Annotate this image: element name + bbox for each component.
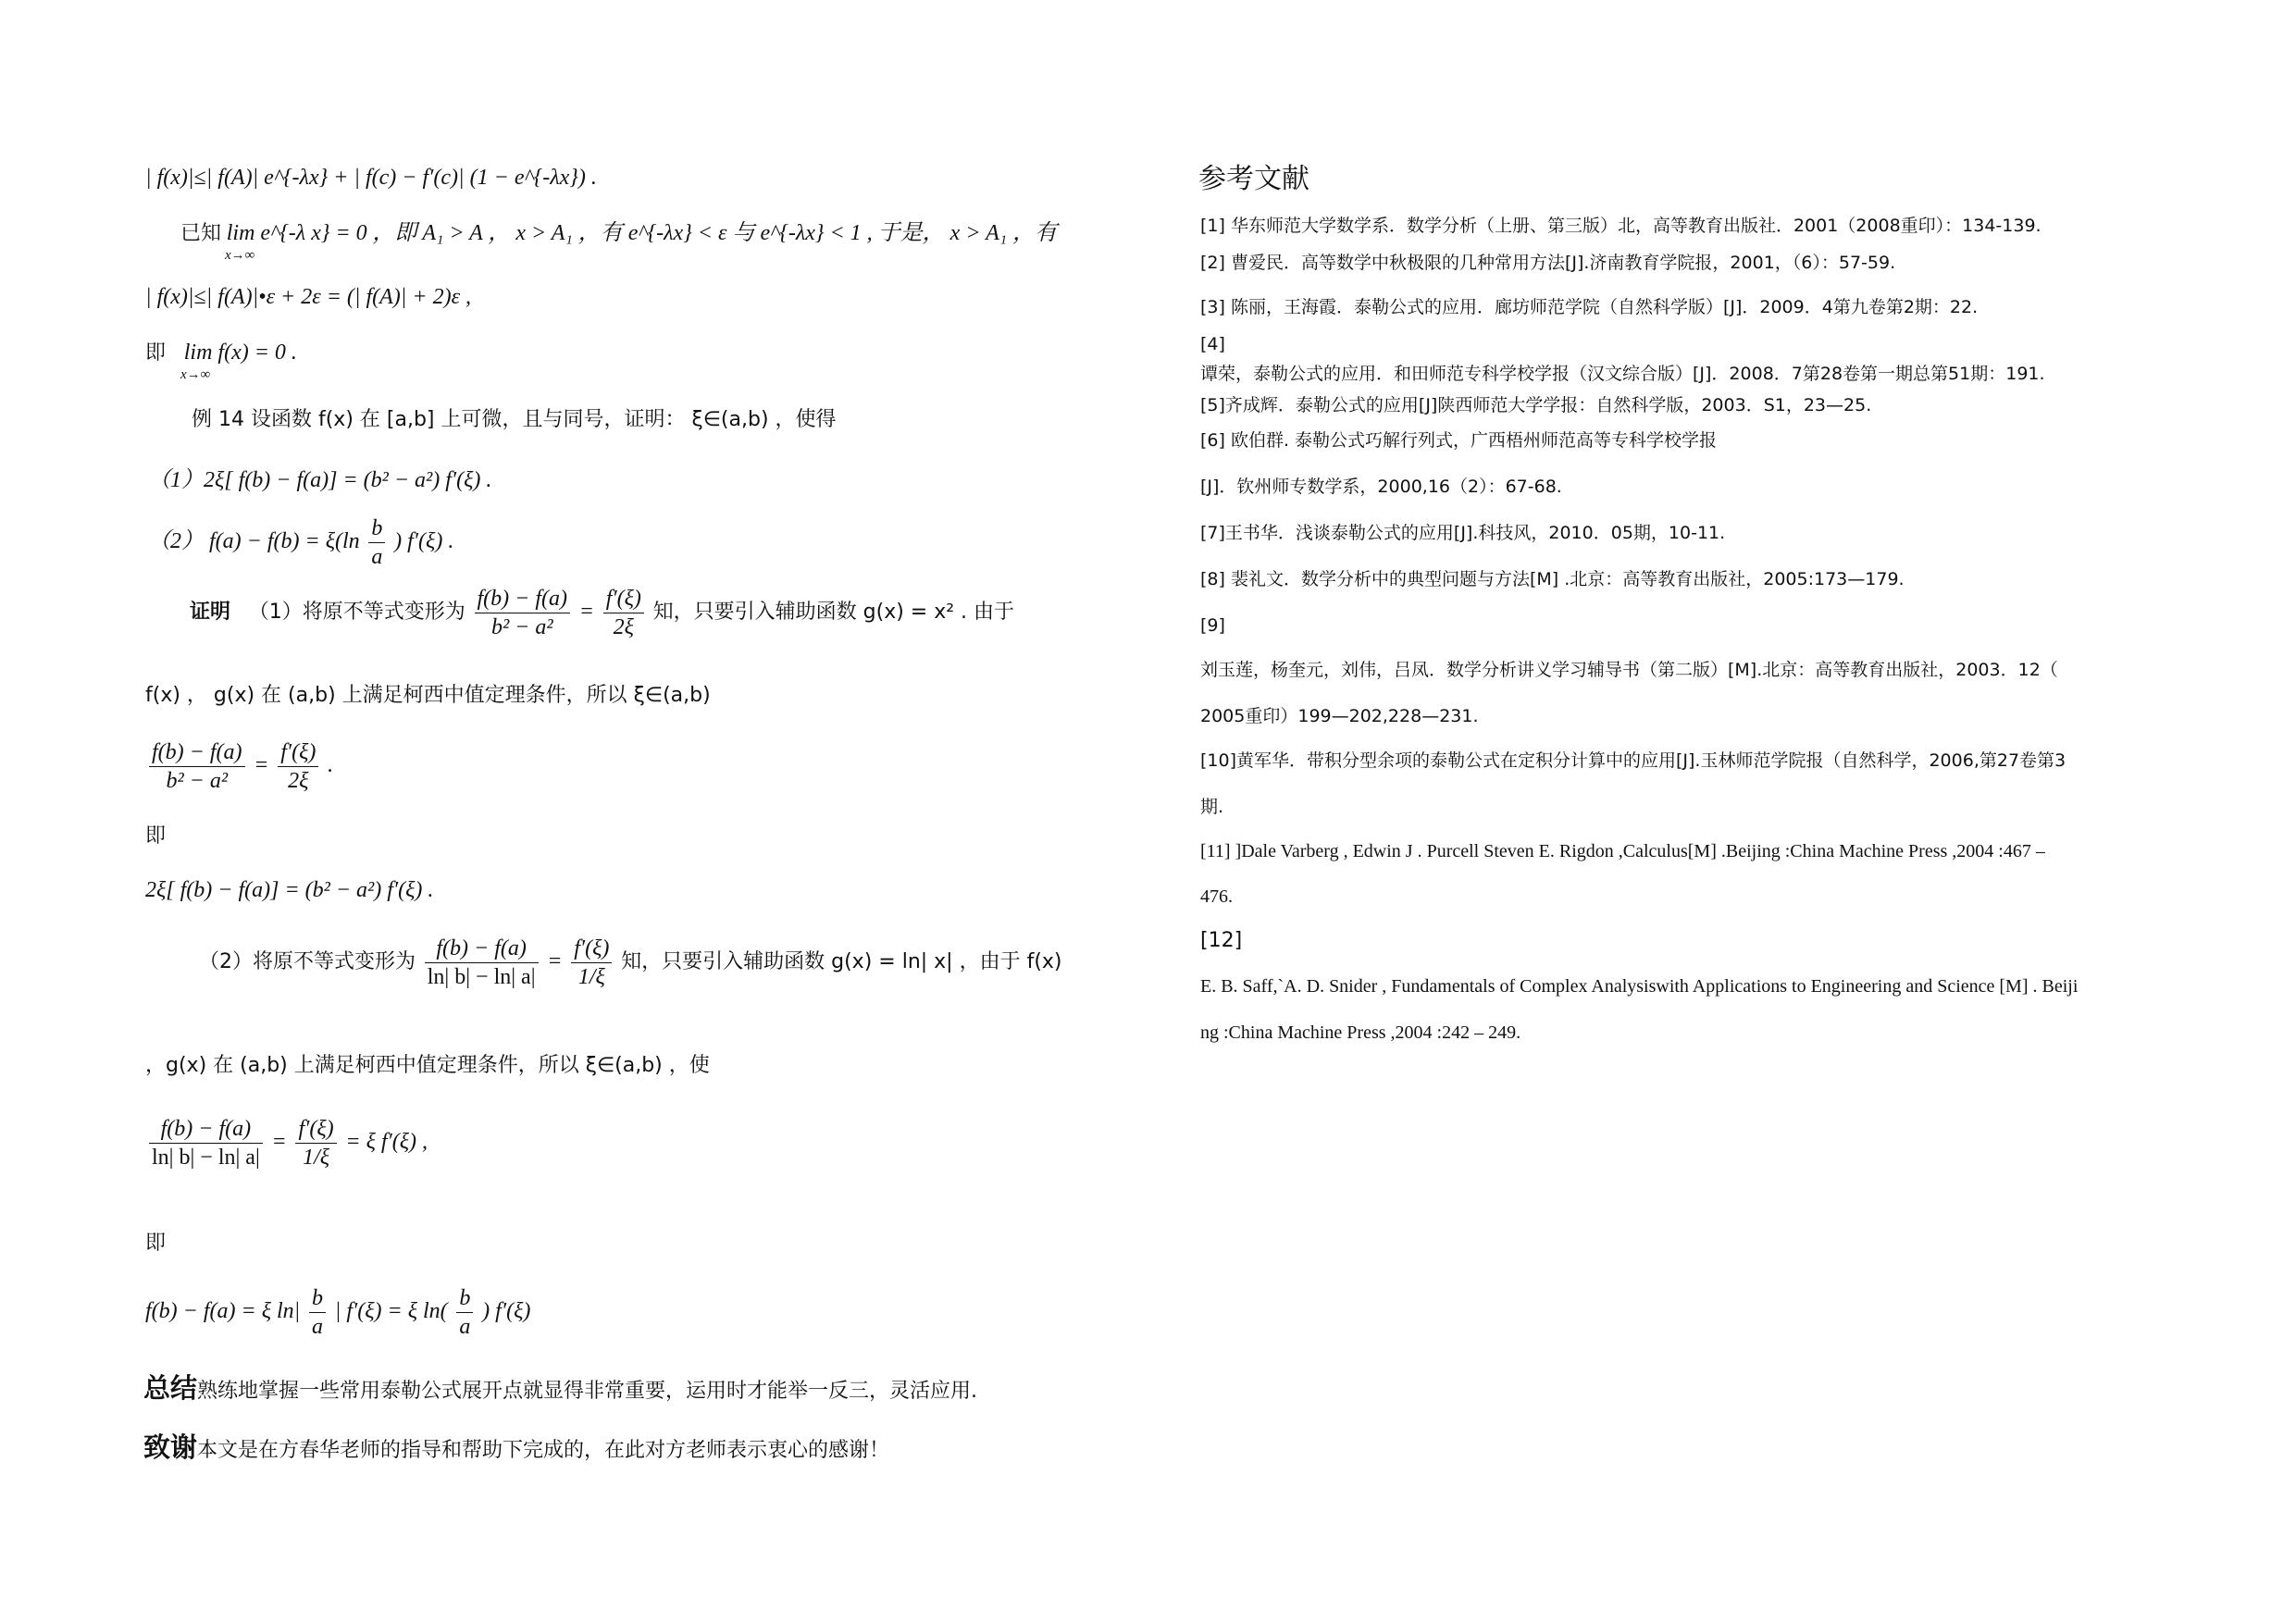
equation-2-suffix: ) f′(ξ) <box>482 1298 531 1323</box>
inequality-line-2: | f(x)|≤| f(A)|•ε + 2ε = (| f(A)| + 2)ε , <box>145 285 472 309</box>
limit-zero-expression: lim f(x) = 0 . <box>183 341 297 365</box>
result-1-fraction-left-numerator: f(b) − f(a) <box>149 738 245 767</box>
cauchy-condition-1: f(x) ， g(x) 在 (a,b) 上满足柯西中值定理条件，所以 ξ∈(a,b) <box>145 684 711 707</box>
reference-4-number: [4] <box>1200 334 1225 354</box>
hence-2: 即 <box>145 1232 167 1255</box>
proof-2-fraction-right-numerator: f′(ξ) <box>571 935 612 963</box>
summary-text: 熟练地掌握一些常用泰勒公式展开点就显得非常重要，运用时才能举一反三，灵活应用. <box>197 1380 978 1403</box>
summary <box>143 1372 978 1405</box>
result-2-tail: = ξ f′(ξ) , <box>345 1129 428 1154</box>
reference-3: [3] 陈丽，王海霞．泰勒公式的应用．廊坊师范学院（自然科学版）[J]．2009．4第九卷第2期：22. <box>1200 297 1979 317</box>
reference-2: [2] 曹爱民．高等数学中秋极限的几种常用方法[J].济南教育学院报，2001，（6）：57-59. <box>1200 253 1896 273</box>
proof-2-fraction-left <box>425 935 539 991</box>
cauchy-condition-2: ，g(x) 在 (a,b) 上满足柯西中值定理条件，所以 ξ∈(a,b) ，使 <box>145 1054 710 1077</box>
proof-2-fraction-right <box>571 935 612 991</box>
claim-2-fraction-denominator: a <box>371 545 383 569</box>
result-2-fraction-right <box>295 1115 336 1171</box>
claim-2-fraction-numerator: b <box>368 514 385 543</box>
claim-1: （1）2ξ[ f(b) − f(a)] = (b² − a²) f′(ξ) . <box>148 468 492 492</box>
proof-1-tail: 知，只要引入辅助函数 g(x) = x² . 由于 <box>652 600 1015 624</box>
proof-2-equals: = <box>547 948 563 973</box>
reference-1: [1] 华东师范大学数学系．数学分析（上册、第三版）北，高等教育出版社．2001（2008重印）：134-139. <box>1200 216 2042 236</box>
limit-zero-line <box>145 340 297 366</box>
equation-2-prefix: f(b) − f(a) = ξ ln| <box>145 1298 301 1323</box>
proof-2-tail: 知，只要引入辅助函数 g(x) = ln| x| ，由于 f(x) <box>621 949 1062 973</box>
result-1-period: . <box>328 752 334 777</box>
limit-zero-subscript: x→∞ <box>180 367 211 382</box>
reference-8: [8] 裴礼文．数学分析中的典型问题与方法[M] .北京：高等教育出版社，2005:173—179. <box>1200 569 1905 589</box>
result-2-fraction-left-numerator: f(b) − f(a) <box>149 1115 263 1144</box>
reference-6-cont: [J]．钦州师专数学系，2000,16（2）：67-68. <box>1200 477 1562 497</box>
result-2-fraction-right-denominator: 1/ξ <box>303 1146 330 1170</box>
result-2-fraction-left <box>149 1115 263 1171</box>
limit-zero-prefix: 即 <box>145 341 167 365</box>
limit-line <box>180 220 1057 247</box>
acknowledgement <box>143 1431 890 1464</box>
equation-2-fraction-2 <box>456 1284 473 1341</box>
proof-1-fraction-right-denominator: 2ξ <box>613 615 634 639</box>
reference-6: [6] 欧伯群. 泰勒公式巧解行列式，广西梧州师范高等专科学校学报 <box>1200 430 1718 451</box>
acknowledgement-heading: 致谢 <box>143 1431 198 1463</box>
result-1 <box>145 738 333 795</box>
limit-prefix: 已知 <box>180 222 222 245</box>
proof-part-1 <box>190 585 1014 641</box>
result-1-fraction-right-numerator: f′(ξ) <box>278 738 318 767</box>
equation-2-fraction-1-numerator: b <box>309 1284 326 1313</box>
summary-heading: 总结 <box>143 1372 198 1404</box>
proof-1-fraction-left <box>475 585 571 641</box>
equation-1: 2ξ[ f(b) − f(a)] = (b² − a²) f′(ξ) . <box>145 878 434 902</box>
reference-12: E. B. Saff,`A. D. Snider , Fundamentals of Complex Analysiswith Applications to Engineering and Science [M] . Beiji <box>1200 976 2079 997</box>
proof-1-fraction-right <box>603 585 644 641</box>
hence-1: 即 <box>145 824 167 848</box>
example-14: 例 14 设函数 f(x) 在 [a,b] 上可微，且与同号，证明： ξ∈(a,b) ，使得 <box>192 408 837 431</box>
reference-5: [5]齐成辉．泰勒公式的应用[J]陕西师范大学学报：自然科学版，2003．S1，23—25. <box>1200 395 1872 415</box>
inequality-line-1: | f(x)|≤| f(A)| e^{-λx} + | f(c) − f′(c)| (1 − e^{-λx}) . <box>145 166 597 190</box>
result-2-fraction-left-denominator: ln| b| − ln| a| <box>152 1146 260 1170</box>
proof-1-intro: （1）将原不等式变形为 <box>248 600 465 624</box>
limit-mid: ，即 A₁ > A ， x > A₁ ，有 e^{-λx} < ε 与 e^{-λx} < 1 , 于是， x > A₁ ，有 <box>372 221 1058 245</box>
claim-2-suffix: ) f′(ξ) . <box>394 528 454 553</box>
reference-12-number: [12] <box>1200 929 1243 952</box>
equation-2 <box>145 1284 530 1341</box>
limit-subscript: x→∞ <box>225 248 255 263</box>
equation-2-middle: | f′(ξ) = ξ ln( <box>334 1298 448 1323</box>
claim-2 <box>148 514 453 571</box>
proof-1-fraction-left-denominator: b² − a² <box>490 615 553 639</box>
proof-label: 证明 <box>190 600 231 624</box>
equation-2-fraction-2-denominator: a <box>459 1315 471 1339</box>
references-title: 参考文献 <box>1198 163 1309 195</box>
proof-1-equals: = <box>578 599 594 624</box>
limit-expression: lim e^{-λ x} = 0 <box>226 221 367 245</box>
proof-1-fraction-left-numerator: f(b) − f(a) <box>475 585 571 613</box>
result-1-equals: = <box>254 752 269 777</box>
result-1-fraction-right <box>278 738 318 795</box>
reference-9-cont: 2005重印）199—202,228—231. <box>1200 706 1479 726</box>
acknowledgement-text: 本文是在方春华老师的指导和帮助下完成的，在此对方老师表示衷心的感谢！ <box>197 1439 890 1462</box>
reference-10-cont: 期. <box>1200 797 1224 817</box>
proof-2-intro: （2）将原不等式变形为 <box>199 949 416 973</box>
equation-2-fraction-1 <box>309 1284 326 1341</box>
reference-9: 刘玉莲，杨奎元，刘伟，吕凤．数学分析讲义学习辅导书（第二版）[M].北京：高等教育出版社，2003．12（ <box>1200 660 2058 680</box>
reference-9-number: [9] <box>1200 615 1225 636</box>
result-2-fraction-right-numerator: f′(ξ) <box>295 1115 336 1144</box>
result-1-fraction-left-denominator: b² − a² <box>166 769 229 793</box>
reference-4: 谭荣，泰勒公式的应用．和田师范专科学校学报（汉文综合版）[J]．2008．7第28卷第一期总第51期：191. <box>1200 364 2045 384</box>
result-1-fraction-right-denominator: 2ξ <box>288 769 309 793</box>
reference-7: [7]王书华．浅谈泰勒公式的应用[J].科技风，2010．05期，10-11. <box>1200 523 1726 543</box>
equation-2-fraction-2-numerator: b <box>456 1284 473 1313</box>
reference-11-cont: 476. <box>1200 886 1233 907</box>
reference-10: [10]黄军华．带积分型余项的泰勒公式在定积分计算中的应用[J].玉林师范学院报（自然科学，2006,第27卷第3 <box>1200 750 2066 771</box>
reference-11: [11] ]Dale Varberg , Edwin J . Purcell Steven E. Rigdon ,Calculus[M] .Beijing :China Machine Press ,2004 :467 – <box>1200 841 2045 861</box>
reference-12-cont: ng :China Machine Press ,2004 :242 – 249. <box>1200 1022 1521 1043</box>
proof-part-2 <box>199 935 1062 991</box>
result-1-fraction-left <box>149 738 245 795</box>
claim-2-fraction <box>368 514 385 571</box>
proof-2-fraction-left-denominator: ln| b| − ln| a| <box>427 965 536 989</box>
proof-2-fraction-right-denominator: 1/ξ <box>577 965 605 989</box>
claim-2-prefix: （2） f(a) − f(b) = ξ(ln <box>148 528 360 553</box>
proof-1-fraction-right-numerator: f′(ξ) <box>603 585 644 613</box>
proof-2-fraction-left-numerator: f(b) − f(a) <box>425 935 539 963</box>
result-2-equals: = <box>271 1129 287 1154</box>
result-2 <box>145 1115 428 1171</box>
equation-2-fraction-1-denominator: a <box>312 1315 323 1339</box>
